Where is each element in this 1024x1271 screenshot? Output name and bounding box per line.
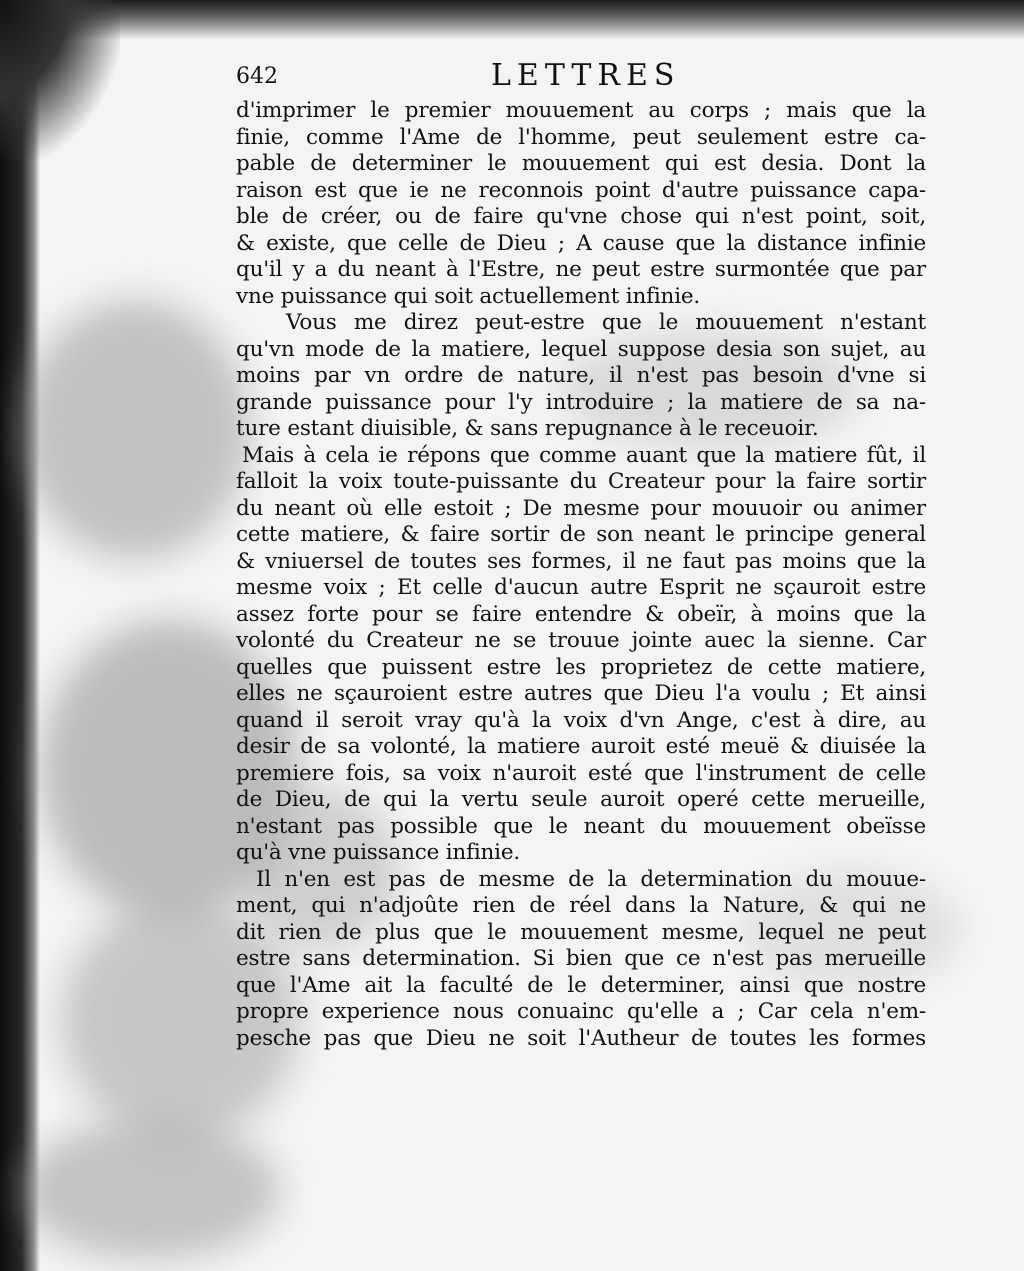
text-line: & existe, que celle de Dieu ; A cause que la distance infinie xyxy=(236,230,926,256)
text-line: n'estant pas possible que le neant du mouuement obeïsse xyxy=(236,813,926,839)
text-line: premiere fois, sa voix n'auroit esté que l'instrument de celle xyxy=(236,760,926,786)
text-line: propre experience nous conuainc qu'elle a ; Car cela n'em- xyxy=(236,999,926,1024)
paragraph-3 xyxy=(236,443,926,867)
text-line: pable de determiner le mouuement qui est desia. Dont la xyxy=(236,151,926,176)
text-line: mesme voix ; Et celle d'aucun autre Esprit ne sçauroit estre xyxy=(236,575,926,600)
text-line: Il n'en est pas de mesme de la determination du mouue- xyxy=(256,866,926,892)
top-edge-shadow xyxy=(0,0,1024,40)
text-line: quelles que puissent estre les proprietez de cette matiere, xyxy=(236,654,926,680)
text-line: qu'à vne puissance infinie. xyxy=(236,840,520,865)
text-line: quand il seroit vray qu'à la voix d'vn Ange, c'est à dire, au xyxy=(236,707,926,733)
text-line: qu'vn mode de la matiere, lequel suppose desia son sujet, au xyxy=(236,336,926,362)
paragraph-4 xyxy=(236,867,926,1053)
text-line: & vniuersel de toutes ses formes, il ne faut pas moins que la xyxy=(236,548,926,574)
text-line: cette matiere, & faire sortir de son neant le principe general xyxy=(236,522,926,547)
corner-shadow xyxy=(0,0,120,160)
text-line: ture estant diuisible, & sans repugnance à le receuoir. xyxy=(236,416,819,441)
text-line: ment, qui n'adjoûte rien de réel dans la Nature, & qui ne xyxy=(236,893,926,918)
page-header xyxy=(236,60,926,98)
page-number: 642 xyxy=(236,64,278,89)
text-line: qu'il y a du neant à l'Estre, ne peut estre surmontée que par xyxy=(236,257,926,282)
text-line: moins par vn ordre de nature, il n'est pas besoin d'vne si xyxy=(236,363,926,388)
text-line: estre sans determination. Si bien que ce n'est pas merueille xyxy=(236,946,926,971)
page-text-block xyxy=(236,60,926,1052)
text-line: d'imprimer le premier mouuement au corps ; mais que la xyxy=(236,98,926,123)
text-line: falloit la voix toute-puissante du Createur pour la faire sortir xyxy=(236,469,926,494)
text-line: assez forte pour se faire entendre & obeïr, à moins que la xyxy=(236,601,926,627)
text-line: desir de sa volonté, la matiere auroit esté meuë & diuisée la xyxy=(236,734,926,759)
paper-stain xyxy=(20,1120,280,1260)
text-line: volonté du Createur ne se trouue jointe auec la sienne. Car xyxy=(236,628,926,653)
running-title: LETTRES xyxy=(491,58,681,93)
text-line: grande puissance pour l'y introduire ; la matiere de sa na- xyxy=(236,389,926,415)
text-line: que l'Ame ait la faculté de le determiner, ainsi que nostre xyxy=(236,972,926,998)
paragraph-2 xyxy=(236,310,926,443)
text-line: vne puissance qui soit actuellement infinie. xyxy=(236,283,701,309)
text-line: finie, comme l'Ame de l'homme, peut seulement estre ca- xyxy=(236,124,926,150)
text-line: Mais à cela ie répons que comme auant que la matiere fût, il xyxy=(242,442,926,468)
text-line: raison est que ie ne reconnois point d'autre puissance capa- xyxy=(236,177,926,203)
text-line: de Dieu, de qui la vertu seule auroit operé cette merueille, xyxy=(236,787,926,812)
book-gutter-shadow xyxy=(0,0,40,1271)
text-line: Vous me direz peut-estre que le mouuement n'estant xyxy=(286,310,926,335)
text-line: elles ne sçauroient estre autres que Dieu l'a voulu ; Et ainsi xyxy=(236,681,926,706)
text-line: du neant où elle estoit ; De mesme pour mouuoir ou animer xyxy=(236,495,926,521)
paper-stain xyxy=(20,300,250,560)
text-line: ble de créer, ou de faire qu'vne chose qui n'est point, soit, xyxy=(236,204,926,229)
text-line: pesche pas que Dieu ne soit l'Autheur de toutes les formes xyxy=(236,1025,926,1051)
paragraph-1 xyxy=(236,98,926,310)
text-line: dit rien de plus que le mouuement mesme, lequel ne peut xyxy=(236,919,926,945)
